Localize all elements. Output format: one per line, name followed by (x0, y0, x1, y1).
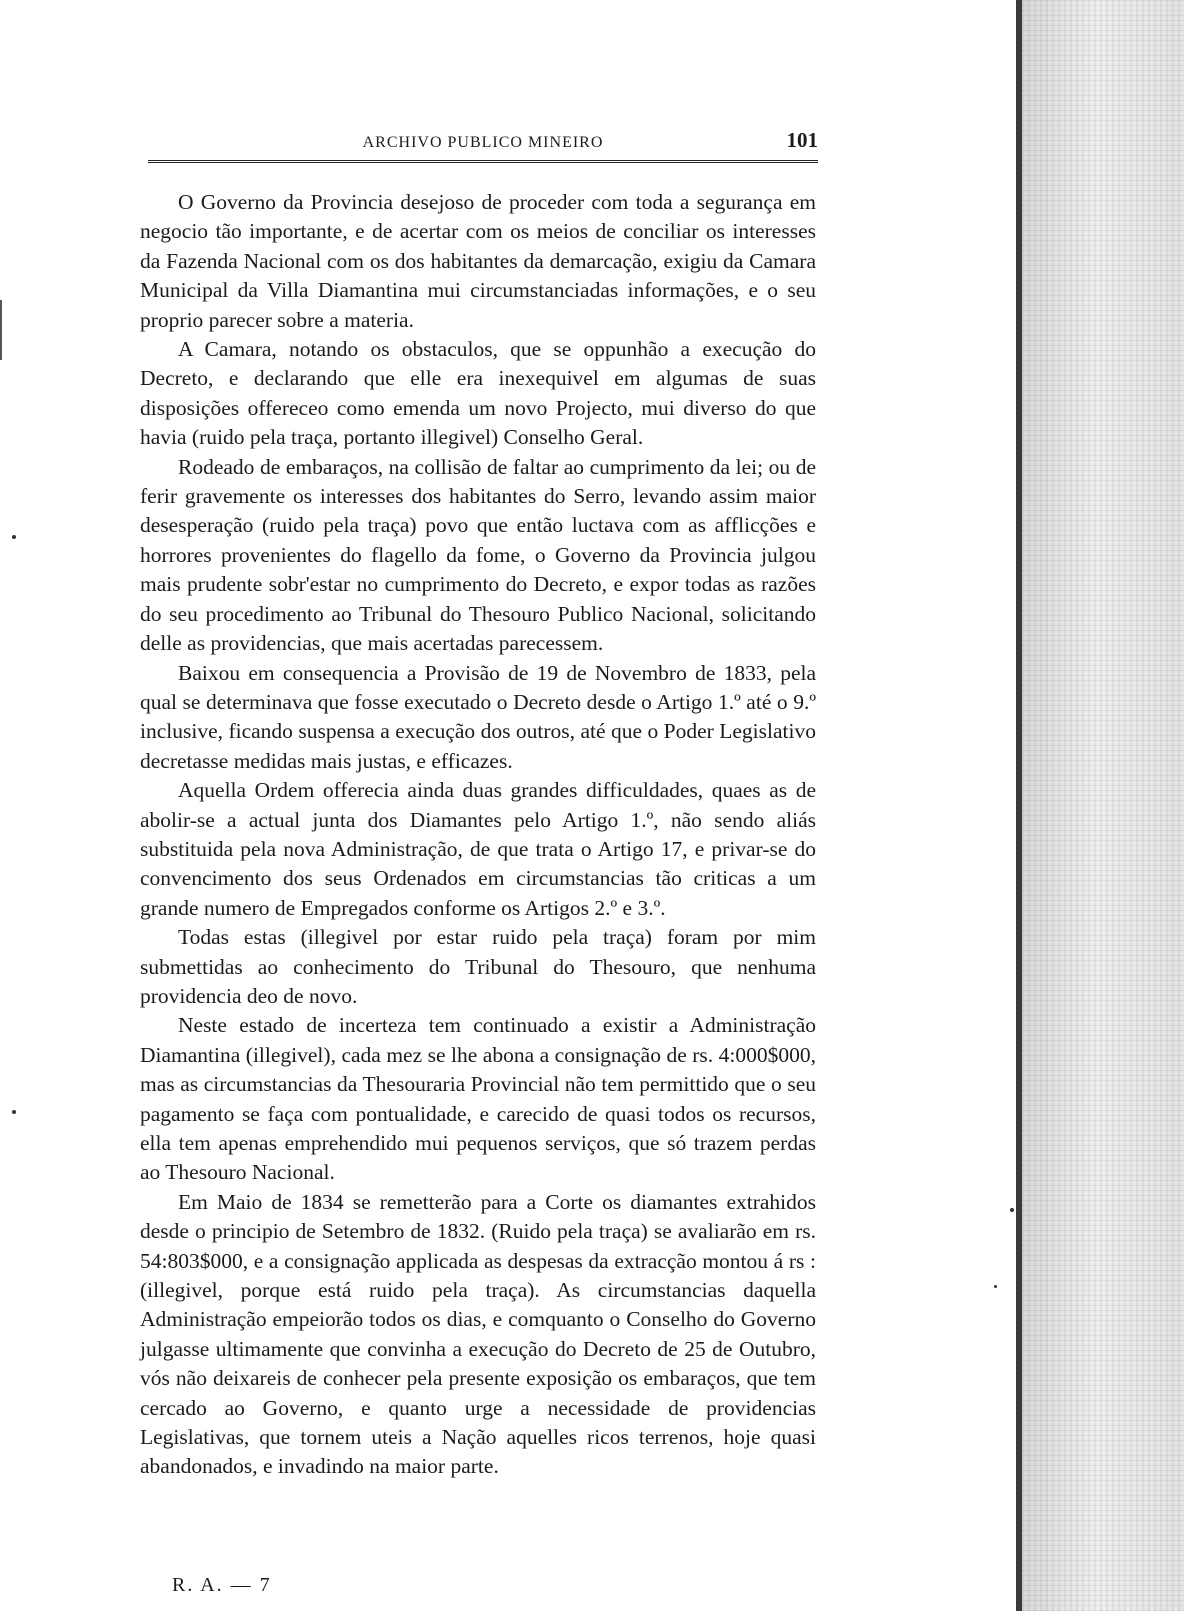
paragraph: Rodeado de embaraços, na collisão de faltar ao cumprimento da lei; ou de ferir gravemente os interesses dos habitantes do Serro, levando assim maior desesperação (ruido pela traça) povo que então luctava com as afflicções e horrores provenientes do flagello da fome, o Governo da Provincia julgou mais prudente sobr'estar no cumprimento do Decreto, e expor todas as razões do seu procedimento ao Tribunal do Thesouro Publico Nacional, solicitando delle as providencias, que mais acertadas parecessem. (140, 454, 816, 656)
paragraph: O Governo da Provincia desejoso de proceder com toda a segurança em negocio tão importante, e de acertar com os meios de conciliar os interesses da Fazenda Nacional com os dos habitantes da demarcação, exigiu da Camara Municipal da Villa Diamantina mui circumstanciadas informações, e o seu proprio parecer sobre a materia. (140, 190, 816, 332)
paragraph: Em Maio de 1834 se remetterão para a Corte os diamantes extrahidos desde o principio de Setembro de 1832. (Ruido pela traça) se avaliarão em rs. 54:803$000, e a consignação applicada as despesas da extracção montou á rs : (illegivel, porque está ruido pela traça). As circumstancias daquella Administração empeiorão todos os dias, e comquanto o Conselho do Governo julgasse ultimamente que convinha a execução do Decreto de 25 de Outubro, vós não deixareis de conhecer pela presente exposição os embaraços, que tem cercado ao Governo, e quanto urge a necessidade de providencias Legislativas, que tornem uteis a Nação aquelles ricos terrenos, hoje quasi abandonados, e invadindo na maior parte. (140, 1189, 816, 1479)
margin-speck (994, 1285, 997, 1288)
paragraph: Baixou em consequencia a Provisão de 19 de Novembro de 1833, pela qual se determinava que fosse executado o Decreto desde o Artigo 1.º até o 9.º inclusive, ficando suspensa a execução dos outros, até que o Poder Legislativo decretasse medidas mais justas, e efficazes. (140, 660, 816, 773)
margin-speck (1010, 1208, 1014, 1212)
paragraph: Neste estado de incerteza tem continuado a existir a Administração Diamantina (illegivel), cada mez se lhe abona a consignação de rs. 4:000$000, mas as circumstancias da Thesouraria Provincial não tem permittido que o seu pagamento se faça com pontualidade, e carecido de quasi todos os recursos, ella tem apenas emprehendido mui pequenos serviços, que só trazem perdas ao Thesouro Nacional. (140, 1013, 816, 1185)
header-rule (148, 160, 818, 163)
margin-speck (12, 1110, 16, 1114)
left-margin-rule (0, 300, 2, 360)
paragraph: Todas estas (illegivel por estar ruido pela traça) foram por mim submettidas ao conhecimento do Tribunal do Thesouro, que nenhuma providencia deo de novo. (140, 925, 816, 1008)
page-number: 101 (786, 128, 818, 152)
margin-speck (12, 535, 16, 539)
body-text (140, 188, 816, 1482)
running-header (148, 128, 818, 158)
binding-edge (1022, 0, 1184, 1611)
paragraph: A Camara, notando os obstaculos, que se oppunhão a execução do Decreto, e declarando que elle era inexequivel em algumas de suas disposições offereceo como emenda um novo Projecto, mui diverso do que havia (ruido pela traça, portanto illegivel) Conselho Geral. (140, 337, 816, 450)
paragraph: Aquella Ordem offerecia ainda duas grandes difficuldades, quaes as de abolir-se a actual junta dos Diamantes pelo Artigo 1.º, não sendo aliás substituida pela nova Administração, de que trata o Artigo 17, e privar-se do convencimento dos seus Ordenados em circumstancias tão criticas a um grande numero de Empregados conforme os Artigos 2.º e 3.º. (140, 778, 816, 920)
footer-signature-mark: R. A. — 7 (172, 1574, 272, 1596)
header-title: ARCHIVO PUBLICO MINEIRO (362, 134, 604, 151)
